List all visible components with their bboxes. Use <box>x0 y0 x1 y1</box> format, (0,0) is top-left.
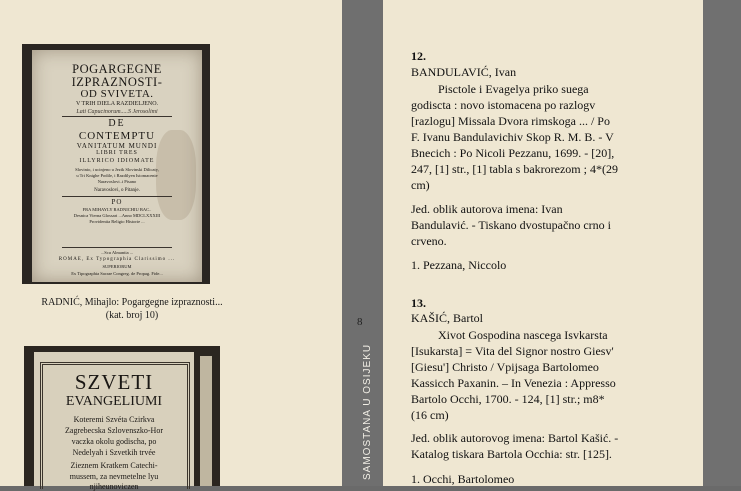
book-photo-szveti-evangeliumi <box>24 346 220 491</box>
description-line: cm) <box>411 178 430 192</box>
title-page-line: OD SVIVETA. <box>80 88 154 100</box>
title-page-line: Koteremi Szvéta Czirkva <box>73 415 155 424</box>
title-page-line: DE <box>108 118 126 129</box>
title-page-line: njiheunoviczen <box>89 482 139 491</box>
title-page-line: CONTEMPTU <box>78 130 156 142</box>
note-line: Jed. oblik autorovog imena: Bartol Kašić. - <box>411 431 619 445</box>
description-line: Xivot Gospodina nascega Isvkarsta <box>438 328 608 342</box>
note-line: crveno. <box>411 234 447 248</box>
title-page-line: mussem, za nevmetelne lyu <box>69 472 159 481</box>
title-page-line: Ex Tipographia Sacrae Congreg. de Propag. Fide... <box>71 271 163 276</box>
title-page-line: u Tri Knighe Podile, i Razdilyen Istomacenie <box>76 173 158 178</box>
description-line: [Isukarsta] = Vita del Signor nostro Giesv' <box>411 344 614 358</box>
title-page-line: PO <box>111 198 123 206</box>
description-line: 247, [1] str., [1] tabla s bakrorezom ; 4*(29 <box>411 162 618 176</box>
note-line: Jed. oblik autorova imena: Ivan <box>411 202 563 216</box>
title-page-line: EVANGELIUMI <box>65 394 163 409</box>
title-page-line: V TRIH DIELA RAZDIELJENO. <box>75 101 159 107</box>
title-page-line: Zieznem Kratkem Catechi- <box>70 461 158 470</box>
description-line: Pisctole i Evagelya priko suega <box>438 82 589 96</box>
description-line: (16 cm) <box>411 408 449 422</box>
entry-author: BANDULAVIĆ, Ivan <box>411 65 517 79</box>
title-page-line: POGARGEGNE <box>72 62 162 76</box>
title-page-line: vaczka okolu godischa, po <box>71 437 157 446</box>
title-page-line: Providentia Religio Historie ... <box>89 219 145 224</box>
entry-number: 12. <box>411 49 426 63</box>
title-page-line: SZVETI <box>74 370 154 394</box>
title-rule <box>62 196 172 197</box>
title-rule <box>62 116 172 117</box>
title-page-line: Nedelyah i Szvetkih trvée <box>72 448 156 457</box>
title-page-line: FRA MIHAYLY RADNICHIU BAC.. <box>82 207 152 212</box>
title-page-leaf <box>34 352 194 491</box>
title-page-line: ILLYRICO IDIOMATE <box>79 158 155 164</box>
description-line: F. Ivanu Bandulavichiv Skop R. M. B. - V <box>411 130 614 144</box>
title-page-line: Desnica Vierna Glossari ...Anno MDCLXXXIII <box>73 213 161 218</box>
title-rule <box>62 247 172 248</box>
title-page-line: Zagrebecska Szlovenszko-Hor <box>65 426 163 435</box>
page-number: 8 <box>357 316 363 328</box>
title-page-line: LIBRI TRES <box>96 150 138 156</box>
title-page-line: ROMAE, Ex Typographia Clarissimo ... <box>58 257 176 262</box>
handwritten-note: Lati Capucinorum.....S Jerosolimi <box>76 109 158 115</box>
facing-page-edge <box>703 0 741 486</box>
note-line: Bandulavić. - Tiskano dvostupačno crno i <box>411 218 611 232</box>
description-line: Kassicch Paxanin. – In Venezia : Appresso <box>411 376 616 390</box>
title-page-line: VANITATUM MUNDI <box>76 142 158 150</box>
description-line: [Giesu'] Christo / Vpijsaga Bartolomeo <box>411 360 599 374</box>
figure-caption: RADNIĆ, Mihajlo: Pogargegne izpraznosti... <box>41 297 223 308</box>
title-page-line: Naravoslovi..i Pisano <box>97 179 137 184</box>
entry-author: KAŠIĆ, Bartol <box>411 311 483 325</box>
title-page-line: Naravoslovi, o Pitanje. <box>94 188 140 193</box>
figure-caption-catalog-number: (kat. broj 10) <box>105 310 159 321</box>
book-photo-pogargegne <box>22 44 210 284</box>
running-header-vertical: SAMOSTANA U OSIJEKU <box>362 343 373 480</box>
description-line: Bartolo Occhi, 1700. - 124, [1] str.; m8* <box>411 392 605 406</box>
description-line: godiscta : novo istomacena po razlogv <box>411 98 596 112</box>
note-line: Katalog tiskara Bartola Occhia: str. [125]. <box>411 447 612 461</box>
title-page-line: ...Scu Almantia ... <box>100 250 134 255</box>
title-page-line: IZPRAZNOSTI- <box>71 75 163 89</box>
description-line: [razlogu] Missala Dvora rimskoga ... / Po <box>411 114 610 128</box>
index-entry: 1. Occhi, Bartolomeo <box>411 472 515 486</box>
page-edge <box>200 356 212 486</box>
title-page-line: Slovinio, i ucinjeno u Jezik Slovinski Dilicaty, <box>75 167 159 172</box>
title-page-line: SUPERIORUM <box>102 264 132 269</box>
entry-number: 13. <box>411 296 426 310</box>
index-entry: 1. Pezzana, Niccolo <box>411 258 507 272</box>
title-page-leaf <box>32 50 202 282</box>
description-line: Bnecich : Po Nicoli Pezzanu, 1699. - [20], <box>411 146 615 160</box>
